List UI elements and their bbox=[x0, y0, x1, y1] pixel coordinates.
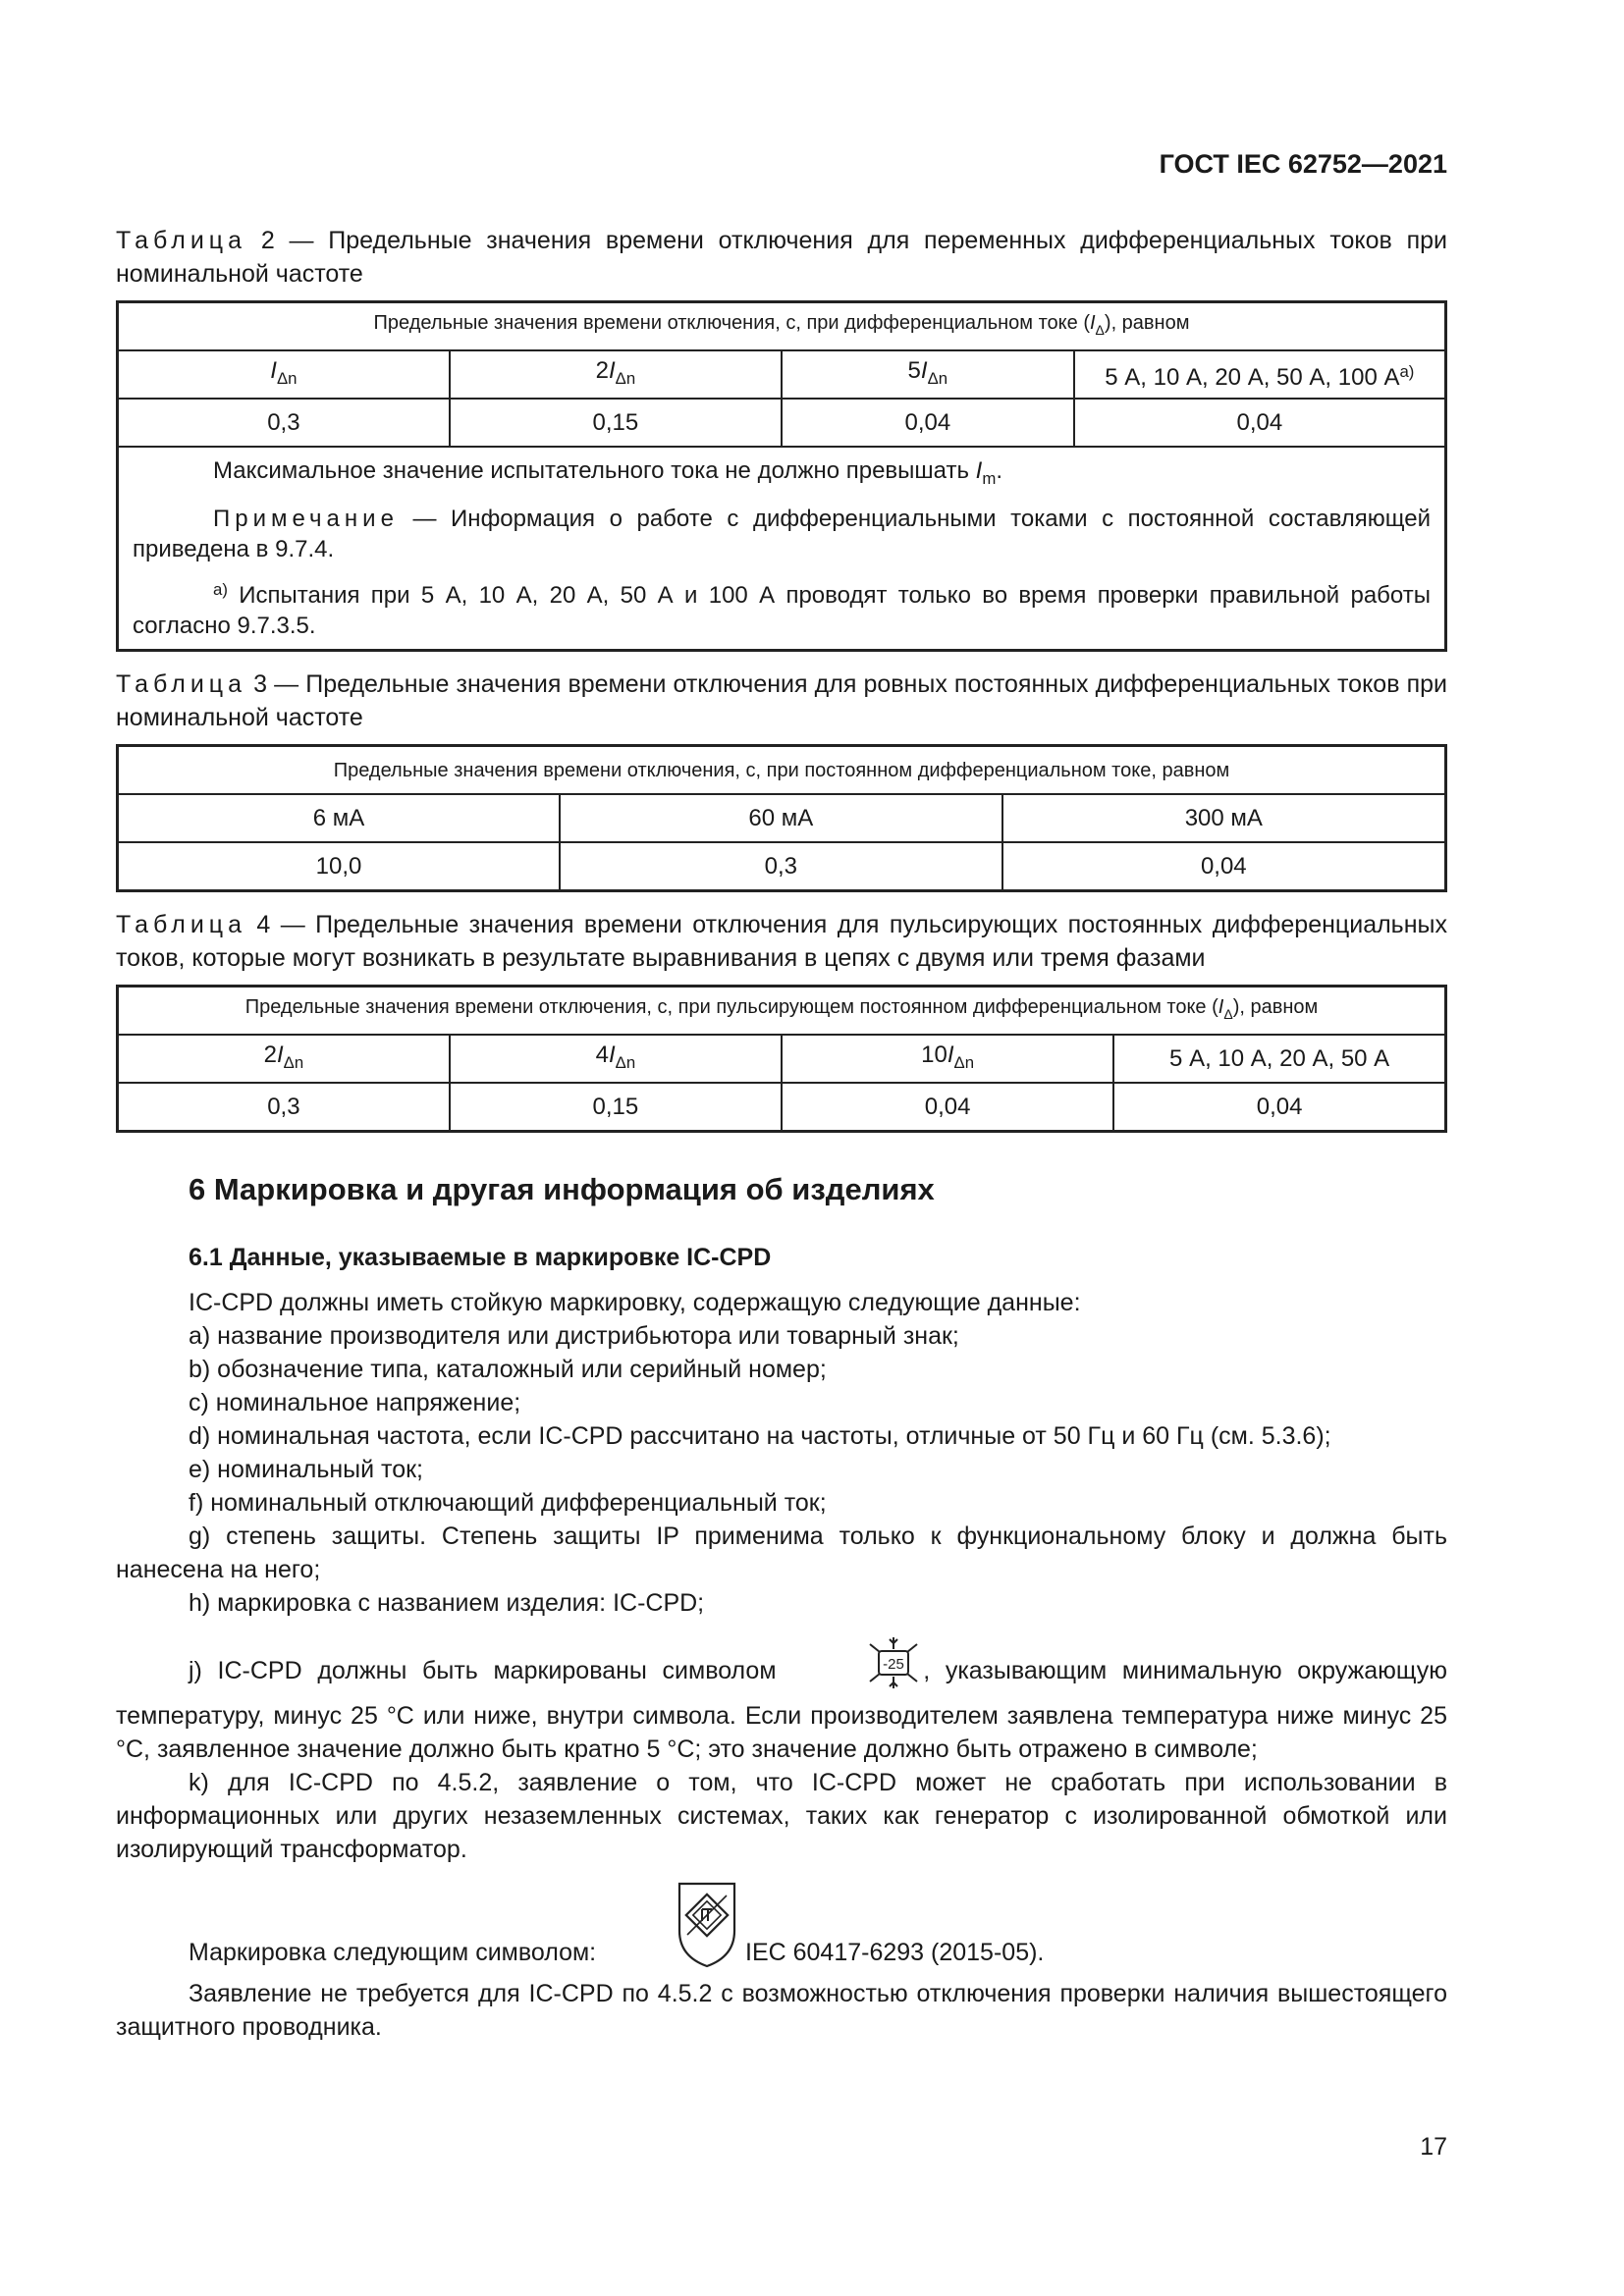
table2-caption-label: Таблица bbox=[116, 227, 247, 254]
table2-value: 0,15 bbox=[450, 399, 782, 447]
document-code-header: ГОСТ IEC 62752—2021 bbox=[1159, 149, 1447, 179]
table4-values-row bbox=[118, 1083, 1446, 1132]
table2-note2 bbox=[133, 504, 1431, 564]
item-j-text-start: j) IC-CPD должны быть маркированы символом bbox=[189, 1657, 792, 1684]
table4 bbox=[116, 985, 1447, 1133]
table4-header-end: ), равном bbox=[1232, 996, 1319, 1018]
table3-cols-row bbox=[118, 794, 1446, 842]
col-symbol: I bbox=[276, 1041, 284, 1068]
col-prefix: 5 А, 10 А, 20 А, 50 А, 100 А bbox=[1105, 363, 1400, 391]
col-prefix: 5 bbox=[907, 356, 921, 384]
table3-header-row bbox=[118, 746, 1446, 795]
table2-col bbox=[118, 350, 450, 399]
list-item: d) номинальная частота, если IC-CPD рассчитано на частоты, отличные от 50 Гц и 60 Гц (см. 5.3.6); bbox=[189, 1422, 1331, 1450]
col-prefix: 2 bbox=[263, 1041, 277, 1068]
list-item-k: k) для IC-CPD по 4.5.2, заявление о том, что IC-CPD может не сработать при использовании в информационных или других незаземленных системах, таких как генератор с изолированной обмоткой или изолирующий трансформатор. bbox=[116, 1769, 1447, 1863]
col-prefix: 4 bbox=[595, 1041, 609, 1068]
col-symbol: I bbox=[920, 356, 928, 384]
col-sub: Δn bbox=[615, 368, 636, 388]
table2-notes bbox=[118, 447, 1446, 651]
closing-paragraph: Заявление не требуется для IC-CPD по 4.5.2 с возможностью отключения проверки наличия вышестоящего защитного проводника. bbox=[116, 1980, 1447, 2041]
temp-symbol-value: -25 bbox=[883, 1656, 905, 1673]
note1-sub: m bbox=[982, 469, 997, 488]
table2-footnote bbox=[133, 574, 1431, 641]
col-symbol: I bbox=[608, 356, 616, 384]
table3-caption bbox=[116, 667, 1447, 734]
table4-col bbox=[450, 1035, 782, 1083]
table4-value: 0,04 bbox=[1113, 1083, 1445, 1132]
list-item: c) номинальное напряжение; bbox=[189, 1389, 521, 1416]
col-sub: Δn bbox=[953, 1052, 975, 1072]
marking-text: Маркировка следующим символом: bbox=[189, 1939, 604, 1966]
table3-caption-text: 3 — Предельные значения времени отключения для ровных постоянных дифференциальных токов при номинальной частоте bbox=[116, 670, 1447, 731]
table4-header bbox=[118, 987, 1446, 1036]
col-symbol: I bbox=[270, 356, 277, 384]
table2-header-sub: Δ bbox=[1095, 322, 1105, 338]
intro-paragraph: IC-CPD должны иметь стойкую маркировку, содержащую следующие данные: bbox=[189, 1289, 1081, 1316]
table4-header-row bbox=[118, 987, 1446, 1036]
table4-col bbox=[1113, 1035, 1445, 1083]
list-item: b) обозначение типа, каталожный или серийный номер; bbox=[189, 1356, 827, 1383]
col-prefix: 5 А, 10 А, 20 А, 50 А bbox=[1169, 1044, 1390, 1072]
table3-value: 0,04 bbox=[1002, 842, 1446, 891]
table4-caption-label: Таблица bbox=[116, 911, 247, 938]
item-j-text-end: , указывающим минимальную окружающую температуру, минус 25 °С или ниже, внутри символа. Если производителем заявлена температура ниже минус 25 °С, заявленное значение должно быть кратно 5 °С; это значение должно быть отражено в символе; bbox=[116, 1657, 1448, 1763]
col-prefix: 10 bbox=[921, 1041, 947, 1068]
table2-caption bbox=[116, 224, 1447, 291]
col-symbol: I bbox=[608, 1041, 616, 1068]
table2-value: 0,04 bbox=[782, 399, 1074, 447]
table2-header-end: ), равном bbox=[1104, 312, 1190, 334]
table2-header-row bbox=[118, 302, 1446, 351]
table4-value: 0,15 bbox=[450, 1083, 782, 1132]
section-6-1-title: 6.1 Данные, указываемые в маркировке IC-CPD bbox=[189, 1244, 772, 1271]
note2-label: Примечание bbox=[213, 506, 399, 532]
table3-col: 6 мА bbox=[118, 794, 561, 842]
page-content bbox=[116, 224, 1447, 2044]
table3-col: 60 мА bbox=[560, 794, 1002, 842]
table4-caption bbox=[116, 908, 1447, 975]
list-item: g) степень защиты. Степень защиты IP применима только к функциональному блоку и должна быть нанесена на него; bbox=[116, 1522, 1447, 1583]
col-footnote-mark: а) bbox=[1399, 361, 1415, 381]
section-6-title: 6 Маркировка и другая информация об изделиях bbox=[189, 1172, 935, 1206]
list-item: h) маркировка с названием изделия: IC-CPD; bbox=[189, 1589, 705, 1617]
table2-header-text: Предельные значения времени отключения, с, при дифференциальном токе ( bbox=[373, 312, 1090, 334]
col-sub: Δn bbox=[927, 368, 948, 388]
table2-cols-row bbox=[118, 350, 1446, 399]
table3-caption-label: Таблица bbox=[116, 670, 247, 698]
table4-col bbox=[782, 1035, 1113, 1083]
table2-header-symbol: I bbox=[1089, 312, 1096, 334]
marking-paragraph bbox=[116, 1880, 1447, 1977]
col-symbol: I bbox=[947, 1041, 954, 1068]
footnote-text: Испытания при 5 А, 10 А, 20 А, 50 А и 100 А проводят только во время проверки правильной работы согласно 9.7.3.5. bbox=[133, 582, 1431, 639]
page-number: 17 bbox=[1420, 2133, 1447, 2161]
table4-cols-row bbox=[118, 1035, 1446, 1083]
marking-reference: IEC 60417-6293 (2015-05). bbox=[738, 1939, 1045, 1966]
table3-value: 0,3 bbox=[560, 842, 1002, 891]
col-sub: Δn bbox=[615, 1052, 636, 1072]
table2-col bbox=[450, 350, 782, 399]
snowflake-temperature-icon bbox=[791, 1635, 923, 1699]
list-item: e) номинальный ток; bbox=[189, 1456, 424, 1483]
table3 bbox=[116, 744, 1447, 892]
table2-caption-text: 2 — Предельные значения времени отключения для переменных дифференциальных токов при номинальной частоте bbox=[116, 227, 1447, 288]
list-item: f) номинальный отключающий дифференциальный ток; bbox=[189, 1489, 827, 1517]
note1-end: . bbox=[996, 457, 1002, 484]
col-sub: Δn bbox=[276, 368, 298, 388]
table2-col bbox=[1074, 350, 1446, 399]
table2-notes-row bbox=[118, 447, 1446, 651]
table2-col bbox=[782, 350, 1074, 399]
table3-col: 300 мА bbox=[1002, 794, 1446, 842]
table2-value: 0,04 bbox=[1074, 399, 1446, 447]
table2-values-row bbox=[118, 399, 1446, 447]
table2 bbox=[116, 300, 1447, 652]
table2-header bbox=[118, 302, 1446, 351]
section-6-1-body bbox=[116, 1286, 1447, 2044]
table2-note1 bbox=[133, 455, 1431, 494]
table3-value: 10,0 bbox=[118, 842, 561, 891]
iec-6293-shield-icon bbox=[603, 1880, 738, 1977]
note1-text: Максимальное значение испытательного тока не должно превышать bbox=[213, 457, 976, 484]
table4-col bbox=[118, 1035, 450, 1083]
list-item-j bbox=[116, 1635, 1447, 1766]
col-prefix: 2 bbox=[595, 356, 609, 384]
table4-value: 0,3 bbox=[118, 1083, 450, 1132]
table4-header-sub: Δ bbox=[1223, 1006, 1233, 1022]
table3-header: Предельные значения времени отключения, с, при постоянном дифференциальном токе, равном bbox=[118, 746, 1446, 795]
table4-header-symbol: I bbox=[1218, 996, 1224, 1018]
table2-value: 0,3 bbox=[118, 399, 450, 447]
table4-header-text: Предельные значения времени отключения, с, при пульсирующем постоянном дифференциальном токе ( bbox=[244, 996, 1218, 1018]
table4-value: 0,04 bbox=[782, 1083, 1113, 1132]
footnote-mark: а) bbox=[213, 580, 228, 599]
col-sub: Δn bbox=[283, 1052, 304, 1072]
table3-values-row bbox=[118, 842, 1446, 891]
list-item: a) название производителя или дистрибьютора или товарный знак; bbox=[189, 1322, 959, 1350]
note2-text: — Информация о работе с дифференциальными токами с постоянной составляющей приведена в 9.7.4. bbox=[133, 506, 1431, 562]
table4-caption-text: 4 — Предельные значения времени отключения для пульсирующих постоянных дифференциальных токов, которые могут возникать в результате выравнивания в цепях с двумя или тремя фазами bbox=[116, 911, 1447, 972]
note1-symbol: I bbox=[975, 457, 983, 484]
